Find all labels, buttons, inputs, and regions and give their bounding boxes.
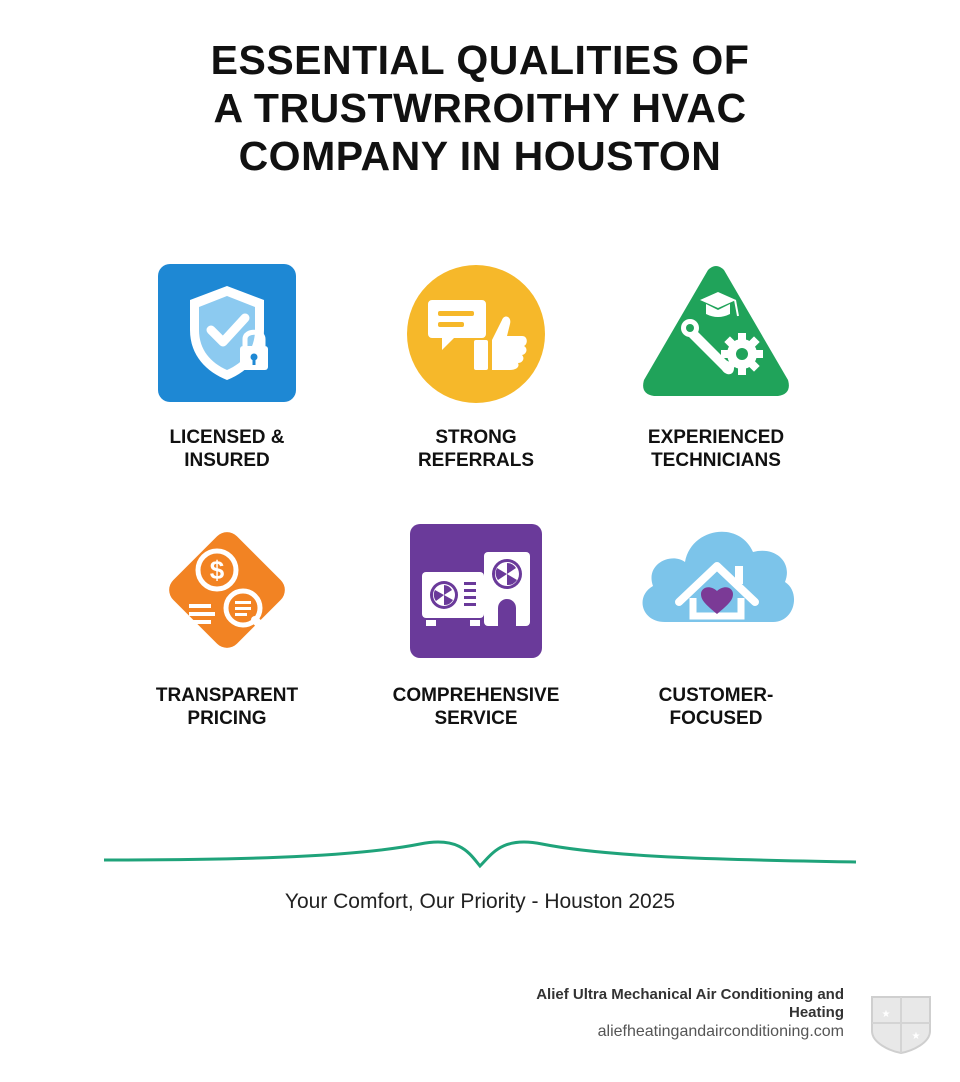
quality-label: EXPERIENCED TECHNICIANS <box>647 427 785 471</box>
quality-comprehensive-service <box>356 524 596 734</box>
quality-label: CUSTOMER- FOCUSED <box>658 685 774 729</box>
svg-text:★: ★ <box>911 1031 921 1042</box>
quality-licensed-insured <box>107 264 347 484</box>
quality-label: COMPREHENSIVE SERVICE <box>392 685 560 729</box>
tagline: Your Comfort, Our Priority - Houston 2025 <box>284 890 676 913</box>
quality-experienced-technicians <box>596 262 836 484</box>
footer-attribution <box>424 986 844 1042</box>
quality-strong-referrals <box>356 264 596 484</box>
quality-customer-focused <box>596 514 836 734</box>
quality-transparent-pricing <box>107 514 347 734</box>
decorative-wave-divider <box>100 820 860 880</box>
title-line-1: ESSENTIAL QUALITIES OF <box>210 37 750 83</box>
quality-label: STRONG REFERRALS <box>417 427 535 471</box>
shield-lock-icon <box>158 264 296 407</box>
cloud-house-heart-icon <box>635 514 797 631</box>
title-line-2: A TRUSTWRROITHY HVAC <box>213 85 747 131</box>
title-line-3: COMPANY IN HOUSTON <box>238 133 722 179</box>
quality-label: TRANSPARENT PRICING <box>155 685 299 729</box>
company-name: Alief Ultra Mechanical Air Conditioning and Heating <box>536 986 844 1021</box>
shield-badge-icon <box>868 993 934 1055</box>
chat-thumbs-up-icon <box>406 264 546 409</box>
dollar-magnifier-icon <box>151 514 303 671</box>
website-link[interactable]: aliefheatingandairconditioning.com <box>597 1023 844 1040</box>
page-title <box>0 36 960 180</box>
svg-text:$: $ <box>209 555 225 585</box>
wrench-gear-graduation-cap-icon <box>638 262 794 403</box>
quality-label: LICENSED & INSURED <box>169 427 285 471</box>
hvac-units-icon <box>410 524 542 663</box>
svg-text:★: ★ <box>881 1009 891 1020</box>
